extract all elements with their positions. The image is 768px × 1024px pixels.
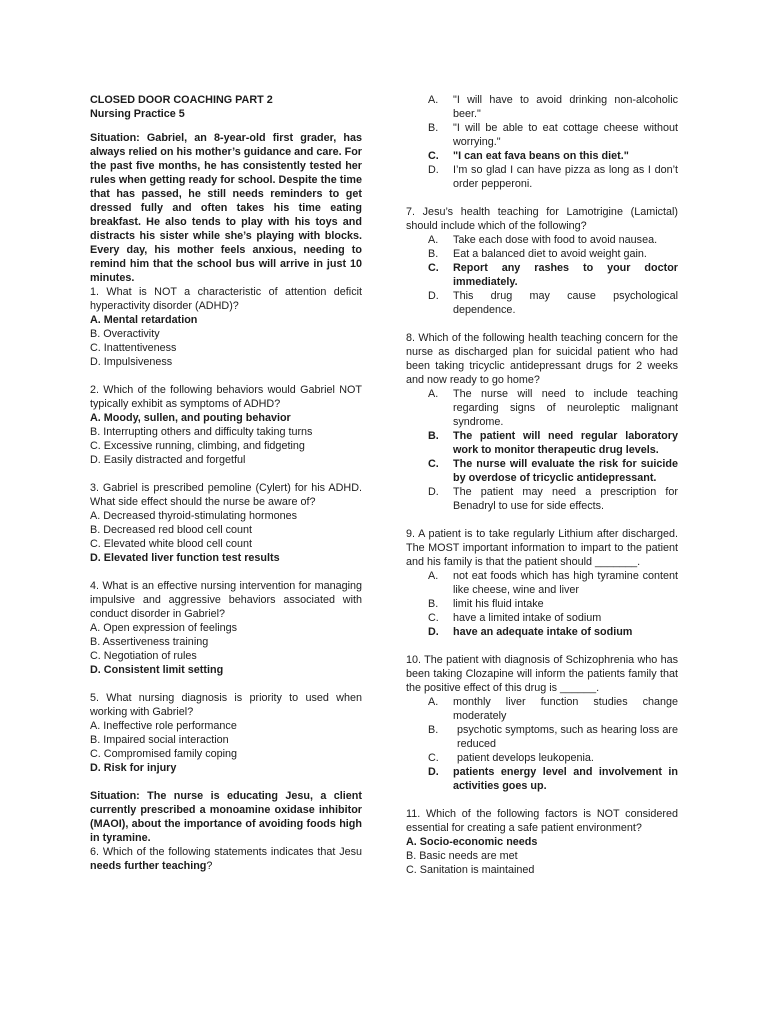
option-text: psychotic symptoms, such as hearing loss are reduced (457, 724, 678, 750)
answer-option: B. Assertiveness training (90, 636, 209, 648)
question-stem-text: 6. Which of the following statements indicates that Jesu (90, 846, 362, 858)
option-letter: A. (428, 388, 439, 400)
answer-option: C. Sanitation is maintained (406, 864, 535, 876)
option-text: This drug may cause psychological dependence. (453, 290, 678, 316)
question-6-stem (90, 845, 362, 873)
option-letter: B. (428, 598, 439, 610)
question-5 (90, 691, 362, 775)
option-letter: B. (428, 724, 439, 736)
answer-option: D. Risk for injury (90, 762, 177, 774)
answer-option: D. Impulsiveness (90, 356, 173, 368)
answer-option (406, 429, 678, 457)
option-letter: D. (428, 486, 439, 498)
answer-option (406, 765, 678, 793)
answer-option (406, 247, 678, 261)
option-text: monthly liver function studies change moderately (453, 696, 678, 722)
answer-option: B. Decreased red blood cell count (90, 524, 253, 536)
question-2 (90, 383, 362, 467)
answer-option: D. Easily distracted and forgetful (90, 454, 246, 466)
question-6-options (406, 93, 678, 191)
option-letter: D. (428, 626, 439, 638)
option-letter: C. (428, 262, 439, 274)
option-text: "I will have to avoid drinking non-alcoholic beer." (453, 94, 678, 120)
option-text: The patient will need regular laboratory work to monitor therapeutic drug levels. (453, 430, 678, 456)
answer-option: C. Elevated white blood cell count (90, 538, 253, 550)
answer-option (406, 625, 678, 639)
question-1 (90, 285, 362, 369)
question-8 (406, 331, 678, 513)
option-text: "I can eat fava beans on this diet." (453, 150, 629, 162)
answer-option: A. Ineffective role performance (90, 720, 237, 732)
option-letter: A. (428, 696, 439, 708)
answer-option: A. Socio-economic needs (406, 836, 538, 848)
option-text: have an adequate intake of sodium (453, 626, 633, 638)
answer-option: B. Overactivity (90, 328, 160, 340)
option-text: have a limited intake of sodium (453, 612, 602, 624)
question-4 (90, 579, 362, 677)
option-letter: D. (428, 290, 439, 302)
option-text: patients energy level and involvement in activities goes up. (453, 766, 678, 792)
option-letter: A. (428, 234, 439, 246)
answer-option: A. Decreased thyroid-stimulating hormones (90, 510, 298, 522)
option-letter: C. (428, 458, 439, 470)
question-stem: 11. Which of the following factors is NOT considered essential for creating a safe patient environment? (406, 808, 678, 834)
answer-option: B. Impaired social interaction (90, 734, 229, 746)
answer-option: D. Elevated liver function test results (90, 552, 280, 564)
answer-option (406, 261, 678, 289)
question-stem: 2. Which of the following behaviors would Gabriel NOT typically exhibit as symptoms of ADHD? (90, 384, 362, 410)
situation-gabriel: Situation: Gabriel, an 8-year-old first grader, has always relied on his mother’s guidance and care. For the past five months, he has consistently tested her rules when getting ready for school. Despite the time that has passed, he still needs reminders to get dressed fully and often takes his time eating breakfast. He also tends to play with his toys and distracts his sister while she’s playing with blocks. Every day, his mother feels anxious, needing to remind him that the school bus will arrive in just 10 minutes. (90, 132, 362, 284)
answer-option: A. Moody, sullen, and pouting behavior (90, 412, 291, 424)
question-stem: 10. The patient with diagnosis of Schizophrenia who has been taking Clozapine will inform the patients family that the positive effect of this drug is ______. (406, 654, 678, 694)
answer-option (406, 289, 678, 317)
question-stem: 7. Jesu’s health teaching for Lamotrigine (Lamictal) should include which of the following? (406, 206, 678, 232)
answer-option: A. Open expression of feelings (90, 622, 238, 634)
answer-option: C. Negotiation of rules (90, 650, 197, 662)
answer-option: B. Interrupting others and difficulty taking turns (90, 426, 313, 438)
option-text: The nurse will evaluate the risk for suicide by overdose of tricyclic antidepressant. (453, 458, 678, 484)
answer-option (406, 723, 678, 751)
question-stem: 8. Which of the following health teaching concern for the nurse as discharged plan for suicidal patient who had been taking tricyclic antidepressant drugs for 2 weeks and now ready to go home? (406, 332, 678, 386)
option-text: I’m so glad I can have pizza as long as I don’t order pepperoni. (453, 164, 678, 190)
question-stem: 1. What is NOT a characteristic of attention deficit hyperactivity disorder (ADHD)? (90, 286, 362, 312)
option-letter: C. (428, 612, 439, 624)
question-stem-text: ? (206, 860, 213, 872)
situation-jesu: Situation: The nurse is educating Jesu, a client currently prescribed a monoamine oxidase inhibitor (MAOI), about the importance of avoiding foods high in tyramine. (90, 790, 362, 844)
option-text: not eat foods which has high tyramine content like cheese, wine and liver (453, 570, 678, 596)
question-stem: 3. Gabriel is prescribed pemoline (Cylert) for his ADHD. What side effect should the nurse be aware of? (90, 482, 362, 508)
option-letter: A. (428, 570, 439, 582)
answer-option (406, 457, 678, 485)
option-text: Eat a balanced diet to avoid weight gain. (453, 248, 647, 260)
answer-option (406, 387, 678, 429)
answer-option (406, 611, 678, 625)
question-stem-emphasis: needs further teaching (90, 860, 207, 872)
option-text: Report any rashes to your doctor immediately. (453, 262, 678, 288)
document-subtitle: Nursing Practice 5 (90, 108, 185, 120)
answer-option: B. Basic needs are met (406, 850, 518, 862)
answer-option (406, 695, 678, 723)
option-text: The patient may need a prescription for Benadryl to use for side effects. (453, 486, 678, 512)
answer-option: C. Compromised family coping (90, 748, 238, 760)
answer-option (406, 569, 678, 597)
option-letter: B. (428, 122, 439, 134)
answer-option (406, 121, 678, 149)
question-9 (406, 527, 678, 639)
answer-option (406, 149, 678, 163)
answer-option (406, 233, 678, 247)
option-text: limit his fluid intake (453, 598, 544, 610)
option-letter: B. (428, 248, 439, 260)
answer-option (406, 597, 678, 611)
option-letter: B. (428, 430, 439, 442)
option-text: The nurse will need to include teaching regarding signs of neuroleptic malignant syndrome. (453, 388, 678, 428)
question-3 (90, 481, 362, 565)
document-title: CLOSED DOOR COACHING PART 2 (90, 94, 273, 106)
question-11 (406, 807, 678, 877)
option-letter: D. (428, 164, 439, 176)
answer-option: A. Mental retardation (90, 314, 198, 326)
question-stem: 9. A patient is to take regularly Lithium after discharged. The MOST important information to impart to the patient and his family is that the patient should _______. (406, 528, 678, 568)
question-stem: 5. What nursing diagnosis is priority to used when working with Gabriel? (90, 692, 362, 718)
option-letter: A. (428, 94, 439, 106)
answer-option (406, 751, 678, 765)
answer-option: C. Excessive running, climbing, and fidgeting (90, 440, 305, 452)
answer-option: C. Inattentiveness (90, 342, 177, 354)
answer-option (406, 163, 678, 191)
option-letter: C. (428, 150, 439, 162)
option-text: "I will be able to eat cottage cheese without worrying." (453, 122, 678, 148)
right-column (406, 93, 678, 877)
question-stem: 4. What is an effective nursing intervention for managing impulsive and aggressive behaviors associated with conduct disorder in Gabriel? (90, 580, 362, 620)
answer-option (406, 485, 678, 513)
answer-option: D. Consistent limit setting (90, 664, 224, 676)
option-text: patient develops leukopenia. (457, 752, 594, 764)
option-letter: C. (428, 752, 439, 764)
question-10 (406, 653, 678, 793)
answer-option (406, 93, 678, 121)
option-letter: D. (428, 766, 439, 778)
option-text: Take each dose with food to avoid nausea. (453, 234, 658, 246)
question-7 (406, 205, 678, 317)
left-column (90, 93, 362, 873)
